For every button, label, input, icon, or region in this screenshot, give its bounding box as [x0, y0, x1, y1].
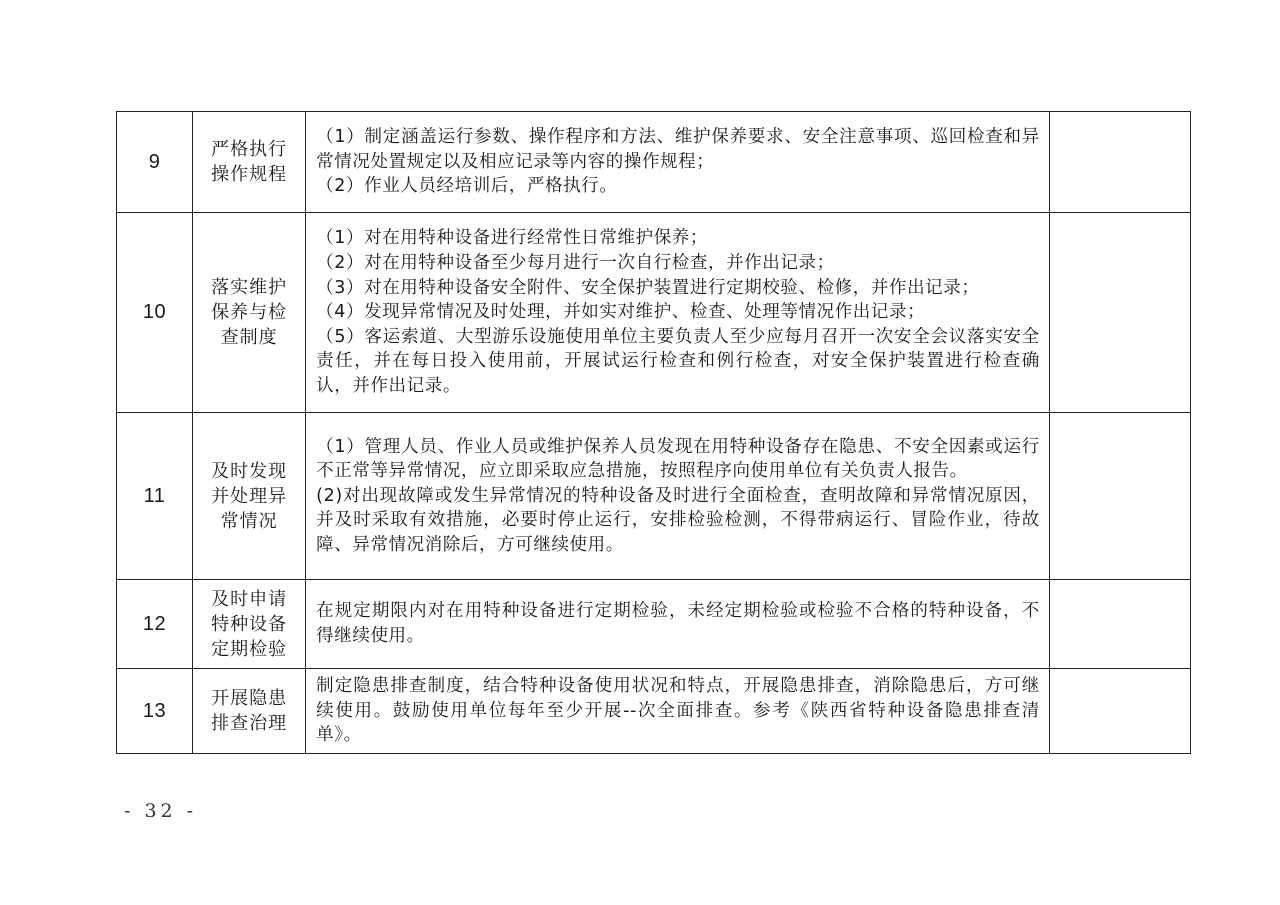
remarks-cell	[1049, 580, 1190, 669]
item-name	[193, 669, 306, 754]
table-row	[117, 213, 1191, 413]
remarks-cell	[1049, 413, 1190, 580]
row-number: 12	[117, 580, 193, 669]
item-content	[306, 669, 1050, 754]
content-paragraph: （5）客运索道、大型游乐设施使用单位主要负责人至少应每月召开一次安全会议落实安全责任，并在每日投入使用前，开展试运行检查和例行检查，对安全保护装置进行检查确认，并作出记录。	[316, 326, 1040, 396]
item-name-line: 及时申请	[211, 588, 288, 610]
content-paragraph: （1）对在用特种设备进行经常性日常维护保养；	[316, 228, 708, 249]
item-name	[193, 580, 306, 669]
content-paragraph: （1）制定涵盖运行参数、操作程序和方法、维护保养要求、安全注意事项、巡回检查和异常情况处置规定以及相应记录等内容的操作规程；	[316, 127, 1040, 172]
content-paragraph: （1）管理人员、作业人员或维护保养人员发现在用特种设备存在隐患、不安全因素或运行不正常等异常情况，应立即采取应急措施，按照程序向使用单位有关负责人报告。	[316, 436, 1040, 482]
content-paragraph: 在规定期限内对在用特种设备进行定期检验，未经定期检验或检验不合格的特种设备，不得继续使用。	[316, 601, 1040, 646]
content-paragraph: （3）对在用特种设备安全附件、安全保护装置进行定期校验、检修，并作出记录；	[316, 277, 980, 298]
item-name-line: 及时发现	[211, 460, 288, 482]
table-row	[117, 580, 1191, 669]
item-content	[306, 413, 1050, 580]
item-name-line: 严格执行	[211, 139, 288, 160]
content-paragraph: 制定隐患排查制度，结合特种设备使用状况和特点，开展隐患排查，消除隐患后，方可继续使用。鼓励使用单位每年至少开展--次全面排查。参考《陕西省特种设备隐患排查清单》。	[316, 676, 1040, 746]
item-name	[193, 413, 306, 580]
table-row	[117, 413, 1191, 580]
row-number: 10	[117, 213, 193, 413]
table-row	[117, 669, 1191, 754]
remarks-cell	[1049, 213, 1190, 413]
content-paragraph: （4）发现异常情况及时处理，并如实对维护、检查、处理等情况作出记录；	[316, 302, 926, 323]
content-paragraph: (2)对出现故障或发生异常情况的特种设备及时进行全面检查，查明故障和异常情况原因，并及时采取有效措施，必要时停止运行，安排检验检测，不得带病运行、冒险作业，待故障、异常情况消除后，方可继续使用。	[316, 485, 1040, 555]
item-name-line: 特种设备	[211, 613, 288, 635]
item-name-line: 常情况	[220, 510, 278, 532]
item-name-line: 查制度	[220, 327, 278, 348]
item-name-line: 定期检验	[211, 638, 288, 660]
row-number: 9	[117, 112, 193, 213]
item-name	[193, 112, 306, 213]
content-paragraph: （2）对在用特种设备至少每月进行一次自行检查，并作出记录；	[316, 253, 835, 274]
item-name-line: 开展隐患	[211, 688, 288, 709]
item-name-line: 排查治理	[211, 713, 288, 734]
item-name	[193, 213, 306, 413]
item-name-line: 操作规程	[211, 164, 288, 185]
table-row	[117, 112, 1191, 213]
requirements-table	[116, 111, 1191, 754]
item-content	[306, 112, 1050, 213]
row-number: 13	[117, 669, 193, 754]
item-name-line: 并处理异	[211, 485, 288, 507]
item-content	[306, 580, 1050, 669]
content-paragraph: （2）作业人员经培训后，严格执行。	[316, 176, 618, 197]
item-name-line: 落实维护	[211, 277, 288, 298]
page-number: - 32 -	[124, 800, 198, 822]
remarks-cell	[1049, 669, 1190, 754]
row-number: 11	[117, 413, 193, 580]
remarks-cell	[1049, 112, 1190, 213]
item-content	[306, 213, 1050, 413]
item-name-line: 保养与检	[211, 302, 288, 323]
